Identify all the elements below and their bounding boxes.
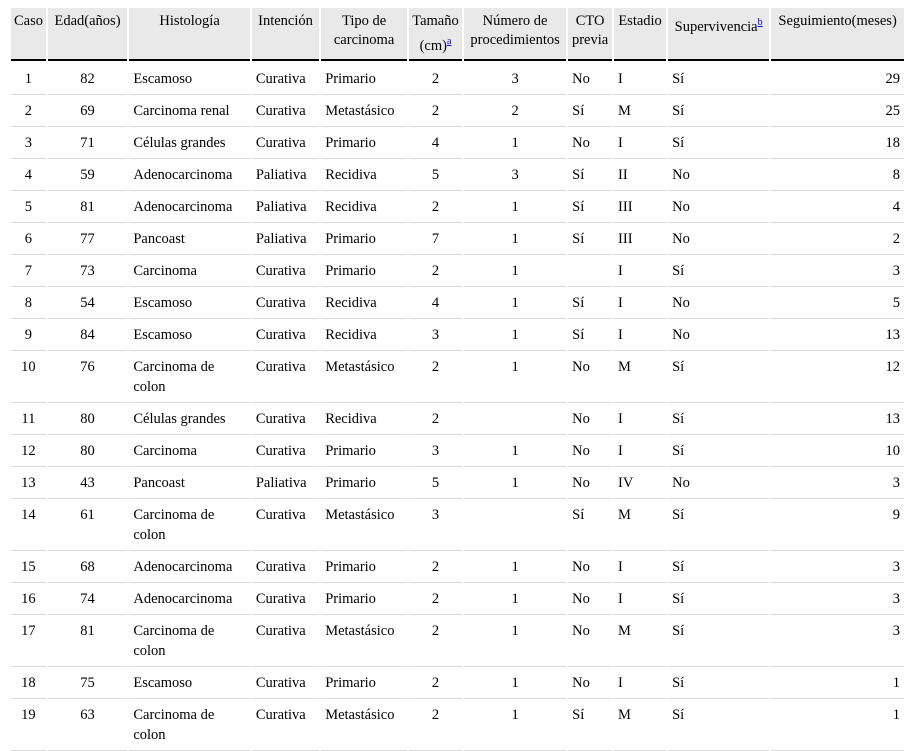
header-supervivencia [668, 8, 769, 61]
cell-seguimiento: 4 [771, 191, 904, 223]
cell-estadio: M [614, 499, 666, 551]
table-row [11, 63, 904, 95]
cell-tipo: Recidiva [321, 191, 407, 223]
cell-histologia: Carcinoma [129, 255, 249, 287]
cell-intencion: Curativa [252, 499, 319, 551]
cell-cto: Sí [568, 159, 612, 191]
cell-cto: No [568, 551, 612, 583]
cell-estadio: M [614, 615, 666, 667]
cell-edad: 82 [48, 63, 128, 95]
table-row [11, 191, 904, 223]
cell-seguimiento: 29 [771, 63, 904, 95]
cell-tamano: 2 [409, 699, 462, 751]
cell-histologia: Pancoast [129, 467, 249, 499]
cell-supervivencia: Sí [668, 499, 769, 551]
cell-estadio: I [614, 319, 666, 351]
cell-supervivencia: Sí [668, 351, 769, 403]
cell-procedimientos: 3 [464, 63, 566, 95]
cell-caso: 13 [11, 467, 46, 499]
cell-cto: No [568, 127, 612, 159]
cell-intencion: Paliativa [252, 159, 319, 191]
cell-edad: 81 [48, 615, 128, 667]
cell-caso: 2 [11, 95, 46, 127]
cell-tamano: 7 [409, 223, 462, 255]
cell-histologia: Adenocarcinoma [129, 583, 249, 615]
cell-estadio: I [614, 255, 666, 287]
cell-caso: 14 [11, 499, 46, 551]
cell-histologia: Carcinoma de colon [129, 699, 249, 751]
table-row [11, 159, 904, 191]
cell-tipo: Metastásico [321, 351, 407, 403]
cell-tipo: Primario [321, 435, 407, 467]
cell-tamano: 2 [409, 403, 462, 435]
cell-edad: 54 [48, 287, 128, 319]
cell-tamano: 2 [409, 351, 462, 403]
table-row [11, 499, 904, 551]
table-row [11, 435, 904, 467]
cell-intencion: Curativa [252, 551, 319, 583]
cell-cto: No [568, 615, 612, 667]
table-row [11, 699, 904, 751]
cell-caso: 18 [11, 667, 46, 699]
cell-histologia: Adenocarcinoma [129, 191, 249, 223]
cell-tipo: Primario [321, 551, 407, 583]
cell-estadio: I [614, 63, 666, 95]
cell-tipo: Recidiva [321, 159, 407, 191]
cell-cto: Sí [568, 191, 612, 223]
cell-seguimiento: 3 [771, 467, 904, 499]
cell-cto: Sí [568, 287, 612, 319]
cell-histologia: Carcinoma de colon [129, 351, 249, 403]
cell-procedimientos: 1 [464, 699, 566, 751]
footnote-link-a[interactable]: a [446, 36, 452, 47]
cell-intencion: Curativa [252, 699, 319, 751]
cell-tamano: 2 [409, 583, 462, 615]
cell-edad: 75 [48, 667, 128, 699]
cell-intencion: Curativa [252, 255, 319, 287]
cell-supervivencia: No [668, 159, 769, 191]
table-row [11, 127, 904, 159]
cell-tamano: 3 [409, 319, 462, 351]
cell-procedimientos: 3 [464, 159, 566, 191]
cell-histologia: Células grandes [129, 403, 249, 435]
cell-procedimientos: 2 [464, 95, 566, 127]
cell-histologia: Carcinoma [129, 435, 249, 467]
cell-intencion: Paliativa [252, 223, 319, 255]
cell-estadio: III [614, 223, 666, 255]
cell-intencion: Paliativa [252, 191, 319, 223]
cell-estadio: I [614, 435, 666, 467]
cell-estadio: II [614, 159, 666, 191]
cell-supervivencia: No [668, 467, 769, 499]
cell-histologia: Carcinoma renal [129, 95, 249, 127]
cell-caso: 4 [11, 159, 46, 191]
cell-tamano: 2 [409, 667, 462, 699]
cell-procedimientos: 1 [464, 351, 566, 403]
cell-cto: No [568, 435, 612, 467]
header-tamano-label: Tamaño (cm) [412, 13, 459, 54]
table-row [11, 95, 904, 127]
cell-caso: 8 [11, 287, 46, 319]
cell-intencion: Curativa [252, 435, 319, 467]
cell-supervivencia: Sí [668, 583, 769, 615]
cell-edad: 81 [48, 191, 128, 223]
cell-supervivencia: Sí [668, 255, 769, 287]
cell-edad: 43 [48, 467, 128, 499]
header-tamano [409, 8, 462, 61]
cell-seguimiento: 12 [771, 351, 904, 403]
table-body [11, 61, 904, 751]
cell-seguimiento: 3 [771, 255, 904, 287]
cell-tipo: Metastásico [321, 699, 407, 751]
cell-procedimientos: 1 [464, 223, 566, 255]
cell-procedimientos: 1 [464, 255, 566, 287]
cell-tamano: 4 [409, 127, 462, 159]
cell-estadio: M [614, 351, 666, 403]
cell-intencion: Paliativa [252, 467, 319, 499]
cell-tamano: 2 [409, 255, 462, 287]
cell-cto: Sí [568, 95, 612, 127]
cell-estadio: M [614, 699, 666, 751]
cell-edad: 59 [48, 159, 128, 191]
cell-cto [568, 255, 612, 287]
footnote-link-b[interactable]: b [757, 17, 763, 28]
cell-histologia: Adenocarcinoma [129, 159, 249, 191]
cell-seguimiento: 3 [771, 583, 904, 615]
cell-histologia: Escamoso [129, 63, 249, 95]
cell-caso: 10 [11, 351, 46, 403]
cell-caso: 17 [11, 615, 46, 667]
cell-intencion: Curativa [252, 615, 319, 667]
cell-histologia: Escamoso [129, 319, 249, 351]
cell-procedimientos: 1 [464, 191, 566, 223]
cell-edad: 76 [48, 351, 128, 403]
cell-procedimientos [464, 499, 566, 551]
table-row [11, 403, 904, 435]
table-row [11, 551, 904, 583]
cell-seguimiento: 13 [771, 403, 904, 435]
cell-tamano: 2 [409, 551, 462, 583]
cell-supervivencia: Sí [668, 667, 769, 699]
cell-tamano: 2 [409, 63, 462, 95]
cell-histologia: Escamoso [129, 287, 249, 319]
cell-supervivencia: No [668, 223, 769, 255]
cell-tipo: Metastásico [321, 615, 407, 667]
table-row [11, 223, 904, 255]
cell-tamano: 4 [409, 287, 462, 319]
cell-procedimientos: 1 [464, 615, 566, 667]
cell-tipo: Recidiva [321, 287, 407, 319]
cell-procedimientos: 1 [464, 667, 566, 699]
cell-supervivencia: Sí [668, 615, 769, 667]
header-row [11, 8, 904, 61]
cell-intencion: Curativa [252, 63, 319, 95]
cell-edad: 61 [48, 499, 128, 551]
header-supervivencia-label: Supervivencia [674, 18, 758, 35]
cell-seguimiento: 9 [771, 499, 904, 551]
cell-histologia: Carcinoma de colon [129, 499, 249, 551]
cell-procedimientos: 1 [464, 435, 566, 467]
cell-cto: No [568, 583, 612, 615]
cell-seguimiento: 3 [771, 615, 904, 667]
header-seguimiento: Seguimiento(meses) [771, 8, 904, 61]
cell-histologia: Adenocarcinoma [129, 551, 249, 583]
cell-caso: 1 [11, 63, 46, 95]
cell-seguimiento: 25 [771, 95, 904, 127]
cell-procedimientos: 1 [464, 319, 566, 351]
cell-cto: No [568, 467, 612, 499]
table-row [11, 351, 904, 403]
cell-supervivencia: No [668, 191, 769, 223]
cases-table [9, 8, 906, 751]
cell-supervivencia: Sí [668, 95, 769, 127]
header-procedimientos: Número de procedimientos [464, 8, 566, 61]
cell-supervivencia: Sí [668, 127, 769, 159]
cell-caso: 19 [11, 699, 46, 751]
cell-intencion: Curativa [252, 287, 319, 319]
cell-tipo: Metastásico [321, 95, 407, 127]
cell-estadio: I [614, 667, 666, 699]
table-row [11, 319, 904, 351]
cell-supervivencia: Sí [668, 435, 769, 467]
cell-tamano: 2 [409, 191, 462, 223]
cell-supervivencia: Sí [668, 699, 769, 751]
cell-procedimientos [464, 403, 566, 435]
table-row [11, 255, 904, 287]
cell-caso: 7 [11, 255, 46, 287]
cell-histologia: Pancoast [129, 223, 249, 255]
cell-tamano: 5 [409, 467, 462, 499]
cell-intencion: Curativa [252, 403, 319, 435]
cell-histologia: Escamoso [129, 667, 249, 699]
cell-intencion: Curativa [252, 95, 319, 127]
cell-seguimiento: 3 [771, 551, 904, 583]
cell-cto: No [568, 351, 612, 403]
cell-edad: 84 [48, 319, 128, 351]
cell-supervivencia: No [668, 319, 769, 351]
cell-tipo: Primario [321, 255, 407, 287]
cell-caso: 11 [11, 403, 46, 435]
header-estadio: Estadio [614, 8, 666, 61]
cell-supervivencia: Sí [668, 551, 769, 583]
cell-seguimiento: 1 [771, 667, 904, 699]
cell-intencion: Curativa [252, 351, 319, 403]
cell-cto: No [568, 667, 612, 699]
cell-histologia: Carcinoma de colon [129, 615, 249, 667]
cell-tipo: Recidiva [321, 319, 407, 351]
cell-tamano: 3 [409, 435, 462, 467]
cell-supervivencia: Sí [668, 63, 769, 95]
cell-estadio: I [614, 403, 666, 435]
cell-edad: 77 [48, 223, 128, 255]
cell-intencion: Curativa [252, 583, 319, 615]
cell-edad: 63 [48, 699, 128, 751]
cell-caso: 12 [11, 435, 46, 467]
cell-edad: 74 [48, 583, 128, 615]
table-row [11, 467, 904, 499]
cell-tamano: 2 [409, 615, 462, 667]
cell-estadio: I [614, 551, 666, 583]
cell-tipo: Metastásico [321, 499, 407, 551]
cell-intencion: Curativa [252, 319, 319, 351]
header-intencion: Intención [252, 8, 319, 61]
cell-tamano: 2 [409, 95, 462, 127]
cell-cto: No [568, 403, 612, 435]
cell-supervivencia: Sí [668, 403, 769, 435]
cell-tipo: Primario [321, 63, 407, 95]
cell-tamano: 5 [409, 159, 462, 191]
cell-estadio: M [614, 95, 666, 127]
cell-caso: 3 [11, 127, 46, 159]
cell-caso: 15 [11, 551, 46, 583]
table-row [11, 583, 904, 615]
cell-seguimiento: 1 [771, 699, 904, 751]
cell-procedimientos: 1 [464, 551, 566, 583]
cell-procedimientos: 1 [464, 583, 566, 615]
cell-tipo: Primario [321, 467, 407, 499]
cell-cto: Sí [568, 699, 612, 751]
cell-edad: 80 [48, 403, 128, 435]
header-cto: CTO previa [568, 8, 612, 61]
cell-caso: 5 [11, 191, 46, 223]
cell-tipo: Recidiva [321, 403, 407, 435]
header-edad: Edad(años) [48, 8, 128, 61]
table-row [11, 287, 904, 319]
header-histologia: Histología [129, 8, 249, 61]
table-row [11, 615, 904, 667]
cell-tipo: Primario [321, 223, 407, 255]
cell-edad: 80 [48, 435, 128, 467]
cell-histologia: Células grandes [129, 127, 249, 159]
cell-seguimiento: 8 [771, 159, 904, 191]
cell-tipo: Primario [321, 583, 407, 615]
cell-edad: 71 [48, 127, 128, 159]
cell-estadio: I [614, 127, 666, 159]
cell-cto: Sí [568, 223, 612, 255]
cell-edad: 69 [48, 95, 128, 127]
cell-tipo: Primario [321, 667, 407, 699]
cell-supervivencia: No [668, 287, 769, 319]
cell-cto: No [568, 63, 612, 95]
cell-seguimiento: 13 [771, 319, 904, 351]
table-row [11, 667, 904, 699]
cell-edad: 73 [48, 255, 128, 287]
cell-seguimiento: 10 [771, 435, 904, 467]
cell-procedimientos: 1 [464, 287, 566, 319]
cell-caso: 9 [11, 319, 46, 351]
cell-edad: 68 [48, 551, 128, 583]
cell-seguimiento: 5 [771, 287, 904, 319]
cell-caso: 16 [11, 583, 46, 615]
cell-intencion: Curativa [252, 127, 319, 159]
cell-tipo: Primario [321, 127, 407, 159]
cell-estadio: I [614, 583, 666, 615]
header-tipo: Tipo de carcinoma [321, 8, 407, 61]
cell-estadio: I [614, 287, 666, 319]
cell-procedimientos: 1 [464, 127, 566, 159]
cell-cto: Sí [568, 319, 612, 351]
cell-caso: 6 [11, 223, 46, 255]
cell-cto: Sí [568, 499, 612, 551]
cell-procedimientos: 1 [464, 467, 566, 499]
cell-seguimiento: 18 [771, 127, 904, 159]
cell-estadio: III [614, 191, 666, 223]
cell-estadio: IV [614, 467, 666, 499]
header-caso: Caso [11, 8, 46, 61]
cell-seguimiento: 2 [771, 223, 904, 255]
cell-tamano: 3 [409, 499, 462, 551]
cell-intencion: Curativa [252, 667, 319, 699]
